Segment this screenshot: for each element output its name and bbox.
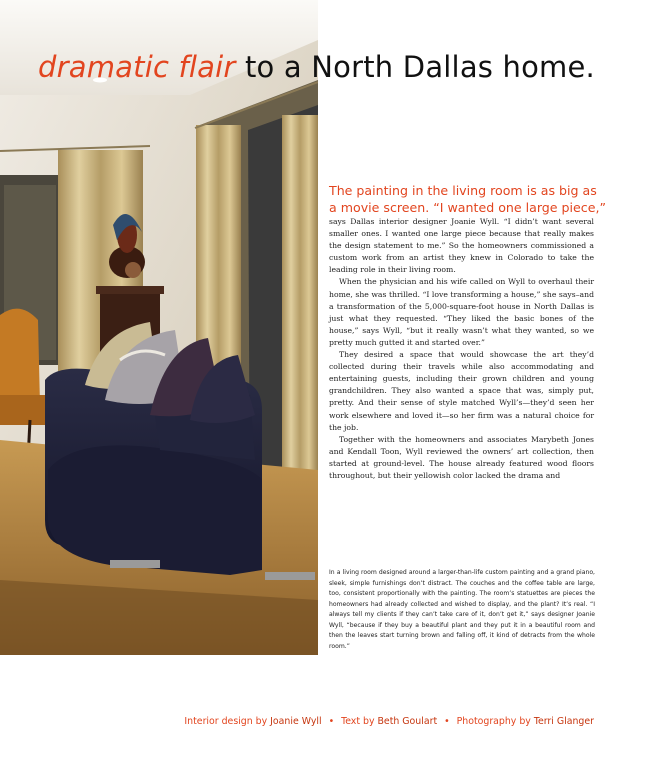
headline-accent: dramatic flair bbox=[38, 50, 236, 84]
article-body bbox=[329, 216, 594, 482]
lead-quote-line1: The painting in the living room is as big as bbox=[329, 183, 597, 198]
text-credit-name: Beth Goulart bbox=[377, 716, 438, 727]
photo-credit-name: Terri Glanger bbox=[533, 716, 594, 727]
article-column bbox=[329, 182, 606, 482]
headline-rest: to a North Dallas home. bbox=[235, 50, 595, 84]
paragraph-3: They desired a space that would showcase the art they’d collected during their travels while also accommodating and entertaining guests, including their grown children and young grandchildren. They also wanted a space that was, simply put, pretty. And their sense of style matched Wyll’s—they’d seen her work elsewhere and loved it—so her firm was a natural choice for the job. bbox=[329, 350, 594, 432]
credits-line bbox=[184, 716, 594, 727]
text-credit-label: Text by bbox=[341, 716, 375, 727]
design-credit-label: Interior design by bbox=[184, 716, 268, 727]
lead-quote bbox=[329, 182, 606, 216]
living-room-photo bbox=[0, 0, 318, 655]
paragraph-1: says Dallas interior designer Joanie Wyll. “I didn’t want several smaller ones. I wanted one large piece because that really makes the design statement to me.” So the homeowners commissioned a custom work from an artist they knew in Colorado to take the leading role in their living room. bbox=[329, 217, 594, 275]
design-credit-name: Joanie Wyll bbox=[270, 716, 322, 727]
photo-caption: In a living room designed around a larger-than-life custom painting and a grand piano, sleek, simple furnishings don’t distract. The couches and the coffee table are large, too, consistent proportionally with the painting. The room’s statuettes are pieces the homeowners had already collected and wished to display, and the plant? It’s real. “I always tell my clients if they can’t take care of it, don’t get it,” says designer Joanie Wyll, “because if they buy a beautiful plant and they put it in a beautiful room and then the leaves start turning brown and falling off, it kind of detracts from the whole room.” bbox=[329, 569, 595, 650]
paragraph-2: When the physician and his wife called on Wyll to overhaul their home, she was thrilled. “I love transforming a house,” she says–and a transformation of the 5,000-square-foot house in North Dallas is just what they requested. “They liked the basic bones of the house,” says Wyll, “but it really wasn’t what they wanted, so we pretty much gutted it and started over.” bbox=[329, 277, 594, 347]
headline bbox=[38, 50, 638, 84]
lead-quote-line2: a movie screen. “I wanted one large piece,” bbox=[329, 200, 606, 215]
photo-credit-label: Photography by bbox=[456, 716, 531, 727]
credit-separator: • bbox=[444, 716, 450, 727]
credit-separator: • bbox=[328, 716, 335, 727]
paragraph-4: Together with the homeowners and associates Marybeth Jones and Kendall Toon, Wyll reviewed the owners’ art collection, then started at ground-level. The house already featured wood floors throughout, but their yellowish color lacked the drama and bbox=[329, 434, 594, 480]
